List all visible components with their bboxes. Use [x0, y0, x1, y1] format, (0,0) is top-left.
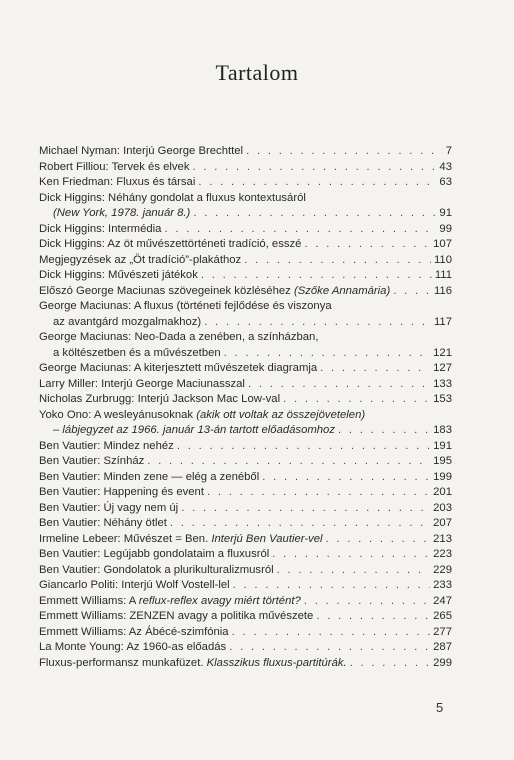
toc-leader-dots	[198, 175, 436, 191]
toc-entry-line	[39, 408, 452, 424]
toc-entry-title	[39, 191, 306, 207]
toc-leader-dots	[193, 206, 436, 222]
toc-entry-title	[39, 454, 144, 470]
toc-leader-dots	[316, 609, 430, 625]
toc-entry	[39, 408, 452, 439]
toc-leader-dots	[192, 160, 436, 176]
toc-entry-text: Dick Higgins: Néhány gondolat a fluxus kontextusáról	[39, 191, 306, 204]
toc-entry	[39, 222, 452, 238]
toc-entry-text: Ben Vautier: Legújabb gondolataim a fluxusról	[39, 548, 270, 560]
toc-entry	[39, 578, 452, 594]
toc-entry-text: La Monte Young: Az 1960-as előadás	[39, 641, 227, 653]
toc-entry-line	[39, 563, 452, 579]
toc-entry-text: Giancarlo Politi: Interjú Wolf Vostell-lel	[39, 579, 230, 591]
toc-page-number: 63	[439, 176, 452, 188]
toc-entry-line	[39, 160, 452, 176]
toc-entry-title	[39, 253, 241, 269]
toc-entry-line	[39, 470, 452, 486]
toc-entry-title	[39, 175, 195, 191]
toc-entry-title	[39, 485, 204, 501]
toc-entry	[39, 439, 452, 455]
toc-page-number: 191	[433, 439, 452, 452]
toc-page-number: 213	[433, 532, 452, 545]
toc-entry-title	[53, 423, 335, 439]
toc-entry-line	[39, 547, 452, 563]
toc-leader-dots	[262, 470, 430, 486]
toc-entry-line	[39, 640, 452, 656]
toc-page-number: 43	[439, 160, 452, 173]
toc-entry-title	[39, 656, 347, 672]
toc-leader-dots	[393, 284, 431, 300]
toc-page-number: 201	[433, 486, 452, 498]
toc-leader-dots	[164, 222, 436, 238]
toc-entry-line	[39, 454, 452, 470]
toc-entry-line	[39, 175, 452, 191]
toc-entry-line	[39, 284, 452, 300]
toc-entry-title	[39, 144, 243, 160]
toc-page-number: 247	[433, 594, 452, 607]
toc-entry-line	[39, 330, 452, 346]
toc-entry	[39, 640, 452, 656]
toc-leader-dots	[326, 532, 431, 548]
toc-entry-text: Dick Higgins: Művészeti játékok	[39, 269, 198, 281]
toc-entry-line	[39, 361, 452, 377]
toc-page-number: 299	[433, 656, 452, 669]
toc-entry-line	[39, 578, 452, 594]
toc-entry-title	[39, 361, 317, 377]
toc-entry-title	[39, 640, 226, 656]
toc-page-number: 233	[433, 579, 452, 591]
toc-entry-text: Ben Vautier: Mindez nehéz	[39, 439, 174, 452]
toc-entry-text: Ben Vautier: Néhány ötlet	[39, 517, 167, 529]
toc-page-number: 110	[433, 253, 452, 266]
toc-entry	[39, 470, 452, 486]
toc-entry-text: Megjegyzések az „Öt tradíció”-plakáthoz	[39, 253, 242, 266]
toc-entry-line	[39, 439, 452, 455]
toc-page-number: 117	[433, 315, 452, 328]
toc-page-number: 116	[433, 284, 452, 297]
toc-leader-dots	[233, 578, 430, 594]
toc-entry	[39, 625, 452, 641]
toc-page-number: 183	[433, 424, 452, 436]
toc-entry-text: az avantgárd mozgalmakhoz)	[53, 315, 202, 328]
toc-leader-dots	[170, 516, 430, 532]
toc-leader-dots	[272, 547, 430, 563]
toc-leader-dots	[204, 315, 431, 331]
toc-entry-text: Dick Higgins: Az öt művészettörténeti tradíció, esszé	[39, 238, 302, 250]
toc-entry	[39, 191, 452, 222]
toc-entry-title	[39, 330, 318, 346]
toc-page-number: 265	[433, 610, 452, 622]
toc-entry-title	[39, 532, 323, 548]
toc-entry-italic-text: (akik ott voltak az összejövetelen)	[196, 408, 366, 421]
toc-entry	[39, 299, 452, 330]
toc-entry-title	[39, 160, 189, 176]
toc-entry-line	[39, 253, 452, 269]
toc-page-number: 111	[434, 269, 452, 281]
toc-leader-dots	[244, 253, 431, 269]
toc-entry-text: Michael Nyman: Interjú George Brechttel	[39, 145, 244, 157]
toc-entry	[39, 516, 452, 532]
toc-entry-line	[39, 222, 452, 238]
toc-entry	[39, 361, 452, 377]
toc-entry	[39, 656, 452, 672]
toc-entry-italic-text: Klasszikus fluxus-partitúrák.	[206, 656, 347, 669]
toc-leader-dots	[304, 237, 430, 253]
toc-entry-text: Ben Vautier: Színház	[39, 455, 145, 467]
toc-entry-title	[39, 501, 178, 517]
toc-entry-text: George Maciunas: A kiterjesztett művészetek diagramja	[39, 362, 318, 374]
toc-leader-dots	[232, 625, 431, 641]
toc-entry-line	[39, 625, 452, 641]
toc-leader-dots	[304, 594, 430, 610]
toc-leader-dots	[338, 423, 430, 439]
toc-entry	[39, 284, 452, 300]
toc-entry-text: Ben Vautier: Új vagy nem új	[39, 501, 179, 514]
toc-entry	[39, 547, 452, 563]
toc-entry-text: George Maciunas: A fluxus (történeti fejlődése és viszonya	[39, 300, 332, 312]
toc-entry	[39, 268, 452, 284]
toc-page-number: 199	[433, 470, 452, 483]
toc-page-number: 7	[445, 145, 452, 157]
toc-entry-title	[39, 284, 390, 300]
toc-entry-text: Robert Filliou: Tervek és elvek	[39, 160, 190, 173]
toc-entry-text: a költészetben és a művészetben	[53, 346, 221, 359]
toc-entry	[39, 253, 452, 269]
toc-entry-title	[39, 439, 174, 455]
toc-entry-title	[39, 578, 230, 594]
toc-entry-title	[39, 222, 161, 238]
toc-leader-dots	[277, 563, 431, 579]
toc-entry	[39, 377, 452, 393]
toc-page-number: 91	[439, 207, 452, 219]
toc-entry-italic-text: (Szőke Annamária)	[293, 284, 391, 297]
toc-entry	[39, 237, 452, 253]
toc-entry-text: Emmett Williams: Az Ábécé-szimfónia	[39, 625, 229, 638]
toc-entry-title	[39, 408, 365, 424]
toc-entry	[39, 144, 452, 160]
toc-entry-line	[39, 299, 452, 315]
toc-entry	[39, 563, 452, 579]
toc-page-number: 133	[433, 377, 452, 390]
toc-entry-line	[39, 501, 452, 517]
toc-leader-dots	[283, 392, 430, 408]
toc-entry-italic-text: – lábjegyzet az 1966. január 13-án tartott előadásomhoz	[53, 424, 335, 436]
toc-page-number: 287	[433, 641, 452, 653]
toc-entry-text: Ben Vautier: Happening és event	[39, 486, 204, 498]
toc-entry-title	[39, 470, 259, 486]
toc-entry-continuation	[39, 423, 452, 439]
toc-leader-dots	[229, 640, 430, 656]
toc-entry	[39, 501, 452, 517]
toc-leader-dots	[320, 361, 430, 377]
table-of-contents	[39, 144, 452, 671]
toc-entry-continuation	[39, 206, 452, 222]
toc-entry-title	[53, 346, 221, 362]
toc-leader-dots	[181, 501, 430, 517]
page-number: 5	[436, 700, 444, 715]
toc-entry-text: Dick Higgins: Intermédia	[39, 222, 162, 235]
toc-page-number: 107	[433, 238, 452, 250]
toc-entry-line	[39, 516, 452, 532]
toc-page-number: 229	[433, 563, 452, 576]
toc-entry-text: Fluxus-performansz munkafüzet.	[39, 656, 207, 669]
page-title: Tartalom	[215, 60, 299, 85]
toc-entry	[39, 175, 452, 191]
toc-entry-line	[39, 594, 452, 610]
toc-entry-italic-text: reflux-reflex avagy miért történt?	[138, 594, 301, 607]
toc-leader-dots	[201, 268, 432, 284]
toc-leader-dots	[248, 377, 430, 393]
toc-entry-title	[39, 625, 229, 641]
toc-entry	[39, 392, 452, 408]
toc-entry-title	[39, 594, 301, 610]
toc-entry-line	[39, 656, 452, 672]
toc-entry	[39, 160, 452, 176]
toc-entry-line	[39, 609, 452, 625]
toc-entry-title	[39, 516, 167, 532]
toc-page-number: 277	[433, 625, 452, 638]
toc-entry-title	[39, 268, 198, 284]
toc-entry-title	[53, 315, 201, 331]
toc-page-number: 223	[433, 548, 452, 560]
toc-entry-text: George Maciunas: Neo-Dada a zenében, a színházban,	[39, 331, 319, 343]
toc-entry-line	[39, 268, 452, 284]
toc-entry-text: Előszó George Maciunas szövegeinek közléséhez	[39, 284, 294, 297]
toc-entry	[39, 454, 452, 470]
toc-leader-dots	[246, 144, 443, 160]
toc-entry-text: Irmeline Lebeer: Művészet = Ben.	[39, 532, 212, 545]
toc-entry-title	[39, 609, 313, 625]
toc-page-number: 127	[433, 362, 452, 374]
toc-entry-line	[39, 237, 452, 253]
toc-page-number: 195	[433, 455, 452, 467]
toc-entry-italic-text: (New York, 1978. január 8.)	[53, 207, 191, 219]
toc-entry-italic-text: Interjú Ben Vautier-vel	[211, 532, 323, 545]
toc-leader-dots	[350, 656, 430, 672]
toc-entry-title	[39, 563, 274, 579]
toc-entry-title	[39, 392, 280, 408]
toc-entry-text: Emmett Williams: ZENZEN avagy a politika művészete	[39, 610, 314, 622]
toc-entry-text: Ben Vautier: Gondolatok a plurikulturalizmusról	[39, 563, 274, 576]
toc-entry-line	[39, 532, 452, 548]
toc-entry-continuation	[39, 315, 452, 331]
toc-entry-text: Yoko Ono: A wesleyánusoknak	[39, 408, 197, 421]
toc-page-number: 207	[433, 517, 452, 529]
toc-entry-title	[53, 206, 190, 222]
toc-entry	[39, 609, 452, 625]
toc-entry-title	[39, 237, 301, 253]
toc-entry-text: Ben Vautier: Minden zene — elég a zenéből	[39, 470, 260, 483]
toc-entry-title	[39, 377, 245, 393]
toc-page-number: 153	[433, 393, 452, 405]
toc-entry-line	[39, 485, 452, 501]
toc-entry-line	[39, 144, 452, 160]
toc-entry-line	[39, 392, 452, 408]
toc-entry-text: Emmett Williams: A	[39, 594, 139, 607]
toc-page-number: 203	[433, 501, 452, 514]
toc-entry-title	[39, 299, 332, 315]
toc-entry-text: Larry Miller: Interjú George Maciunasszal	[39, 377, 245, 390]
toc-entry	[39, 532, 452, 548]
toc-entry	[39, 485, 452, 501]
toc-entry-continuation	[39, 346, 452, 362]
toc-entry-line	[39, 191, 452, 207]
toc-leader-dots	[147, 454, 430, 470]
toc-entry-line	[39, 377, 452, 393]
toc-entry-title	[39, 547, 269, 563]
toc-page-number: 121	[433, 346, 452, 359]
toc-leader-dots	[224, 346, 430, 362]
toc-entry-text: Ken Friedman: Fluxus és társai	[39, 176, 196, 188]
toc-leader-dots	[177, 439, 430, 455]
toc-leader-dots	[207, 485, 430, 501]
toc-entry-text: Nicholas Zurbrugg: Interjú Jackson Mac Low-val	[39, 393, 281, 405]
toc-entry	[39, 330, 452, 361]
toc-entry	[39, 594, 452, 610]
toc-page-number: 99	[439, 222, 452, 235]
